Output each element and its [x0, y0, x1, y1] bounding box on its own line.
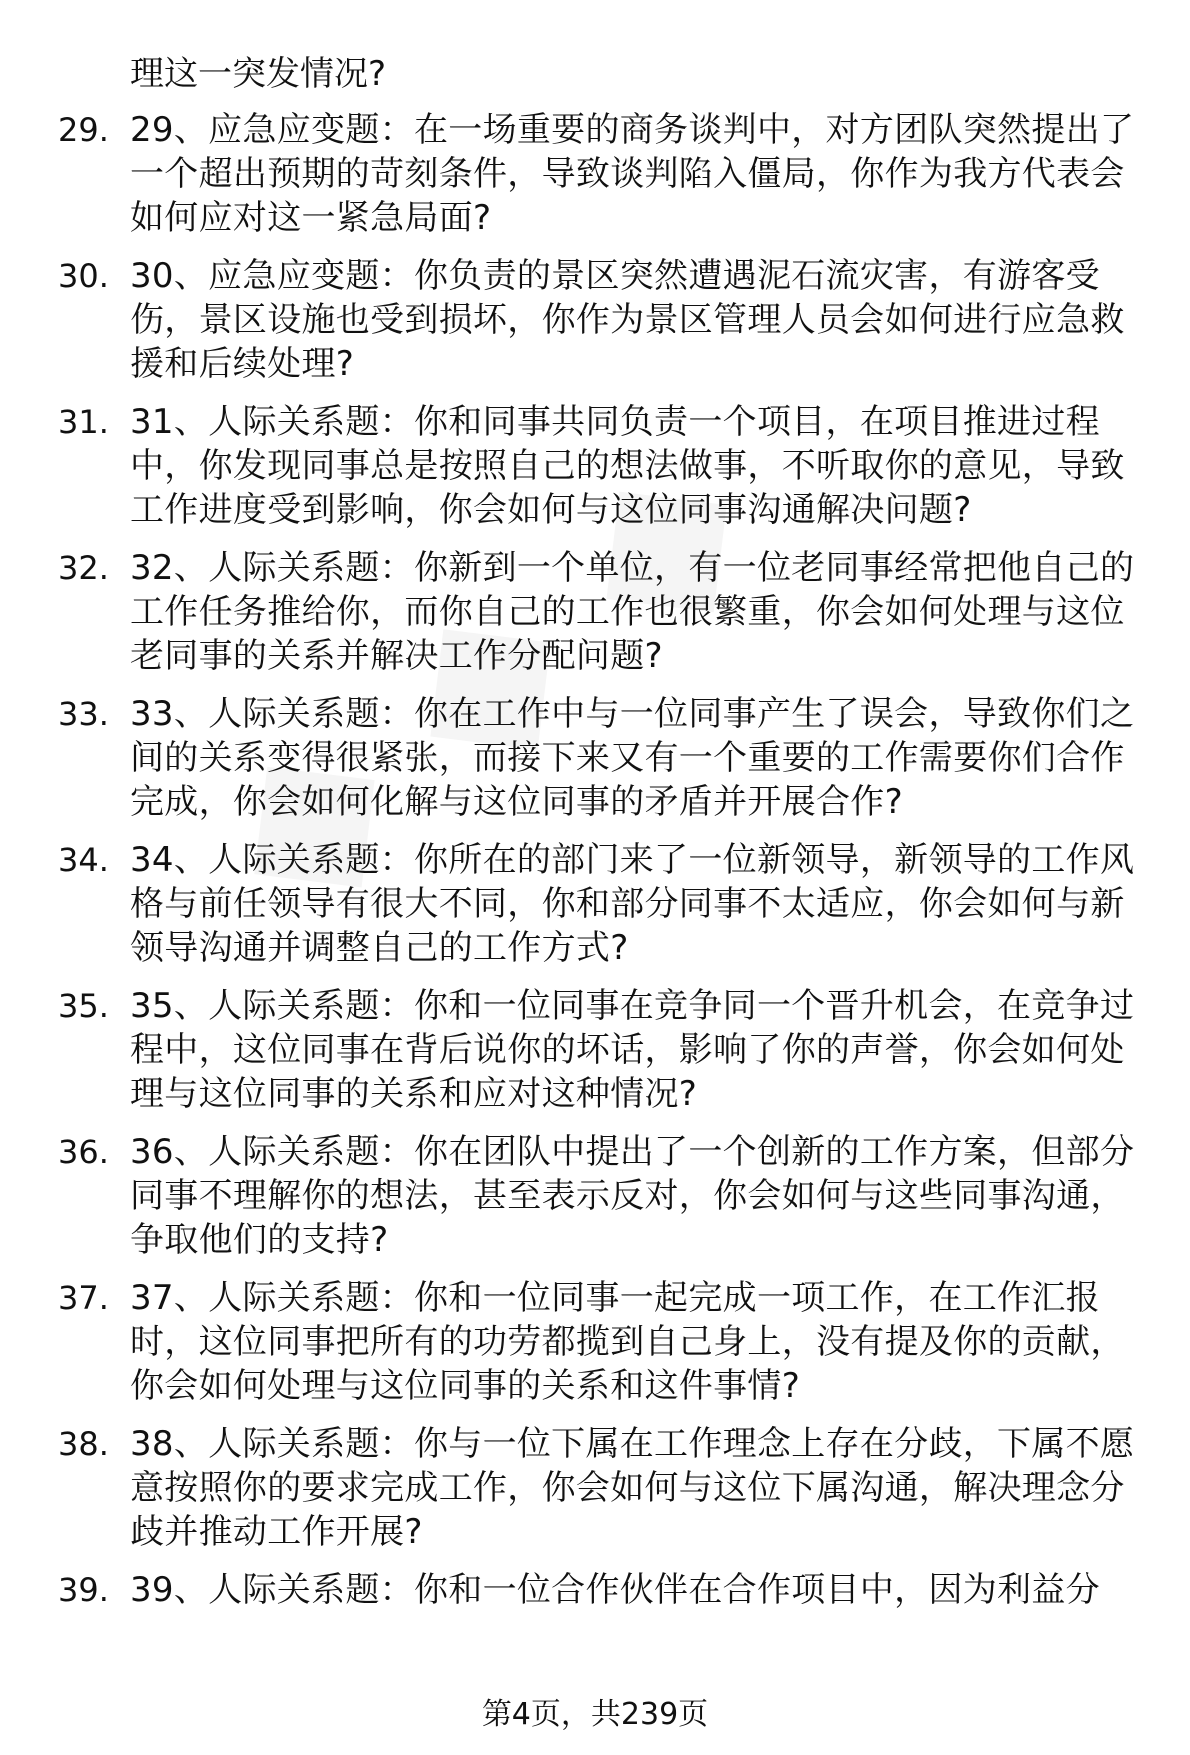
question-number: 33. — [58, 695, 109, 733]
question-number: 38. — [58, 1425, 109, 1463]
question-item — [0, 1422, 1190, 1554]
question-item — [0, 546, 1190, 678]
question-number: 32. — [58, 549, 109, 587]
question-text: 31、人际关系题：你和同事共同负责一个项目，在项目推进过程中，你发现同事总是按照自己的想法做事，不听取你的意见，导致工作进度受到影响，你会如何与这位同事沟通解决问题? — [130, 402, 1125, 530]
question-text: 34、人际关系题：你所在的部门来了一位新领导，新领导的工作风格与前任领导有很大不同，你和部分同事不太适应，你会如何与新领导沟通并调整自己的工作方式? — [130, 840, 1135, 968]
question-text: 29、应急应变题：在一场重要的商务谈判中，对方团队突然提出了一个超出预期的苛刻条件，导致谈判陷入僵局，你作为我方代表会如何应对这一紧急局面? — [130, 110, 1135, 238]
question-item — [0, 692, 1190, 824]
page-footer: 第4页，共239页 — [481, 1697, 709, 1732]
question-number: 34. — [58, 841, 109, 879]
question-text: 33、人际关系题：你在工作中与一位同事产生了误会，导致你们之间的关系变得很紧张，而接下来又有一个重要的工作需要你们合作完成，你会如何化解与这位同事的矛盾并开展合作? — [130, 694, 1135, 822]
question-text: 39、人际关系题：你和一位合作伙伴在合作项目中，因为利益分 — [130, 1570, 1100, 1610]
question-item — [0, 1276, 1190, 1408]
question-item — [0, 1568, 1190, 1612]
question-list — [0, 108, 1190, 1626]
question-text: 36、人际关系题：你在团队中提出了一个创新的工作方案，但部分同事不理解你的想法，甚至表示反对，你会如何与这些同事沟通，争取他们的支持? — [130, 1132, 1135, 1260]
question-item — [0, 108, 1190, 240]
question-text: 30、应急应变题：你负责的景区突然遭遇泥石流灾害，有游客受伤，景区设施也受到损坏，你作为景区管理人员会如何进行应急救援和后续处理? — [130, 256, 1125, 384]
question-number: 39. — [58, 1571, 109, 1609]
question-text: 35、人际关系题：你和一位同事在竞争同一个晋升机会，在竞争过程中，这位同事在背后说你的坏话，影响了你的声誉，你会如何处理与这位同事的关系和应对这种情况? — [130, 986, 1135, 1114]
question-text: 37、人际关系题：你和一位同事一起完成一项工作，在工作汇报时，这位同事把所有的功劳都揽到自己身上，没有提及你的贡献，你会如何处理与这位同事的关系和这件事情? — [130, 1278, 1125, 1406]
question-item — [0, 838, 1190, 970]
question-number: 35. — [58, 987, 109, 1025]
question-number: 36. — [58, 1133, 109, 1171]
continuation-text: 理这一突发情况? — [130, 54, 387, 94]
question-number: 29. — [58, 111, 109, 149]
question-item — [0, 984, 1190, 1116]
question-text: 38、人际关系题：你与一位下属在工作理念上存在分歧，下属不愿意按照你的要求完成工作，你会如何与这位下属沟通，解决理念分歧并推动工作开展? — [130, 1424, 1135, 1552]
question-number: 30. — [58, 257, 109, 295]
question-text: 32、人际关系题：你新到一个单位，有一位老同事经常把他自己的工作任务推给你，而你自己的工作也很繁重，你会如何处理与这位老同事的关系并解决工作分配问题? — [130, 548, 1135, 676]
question-number: 31. — [58, 403, 109, 441]
question-item — [0, 254, 1190, 386]
question-number: 37. — [58, 1279, 109, 1317]
question-item — [0, 400, 1190, 532]
question-item — [0, 1130, 1190, 1262]
